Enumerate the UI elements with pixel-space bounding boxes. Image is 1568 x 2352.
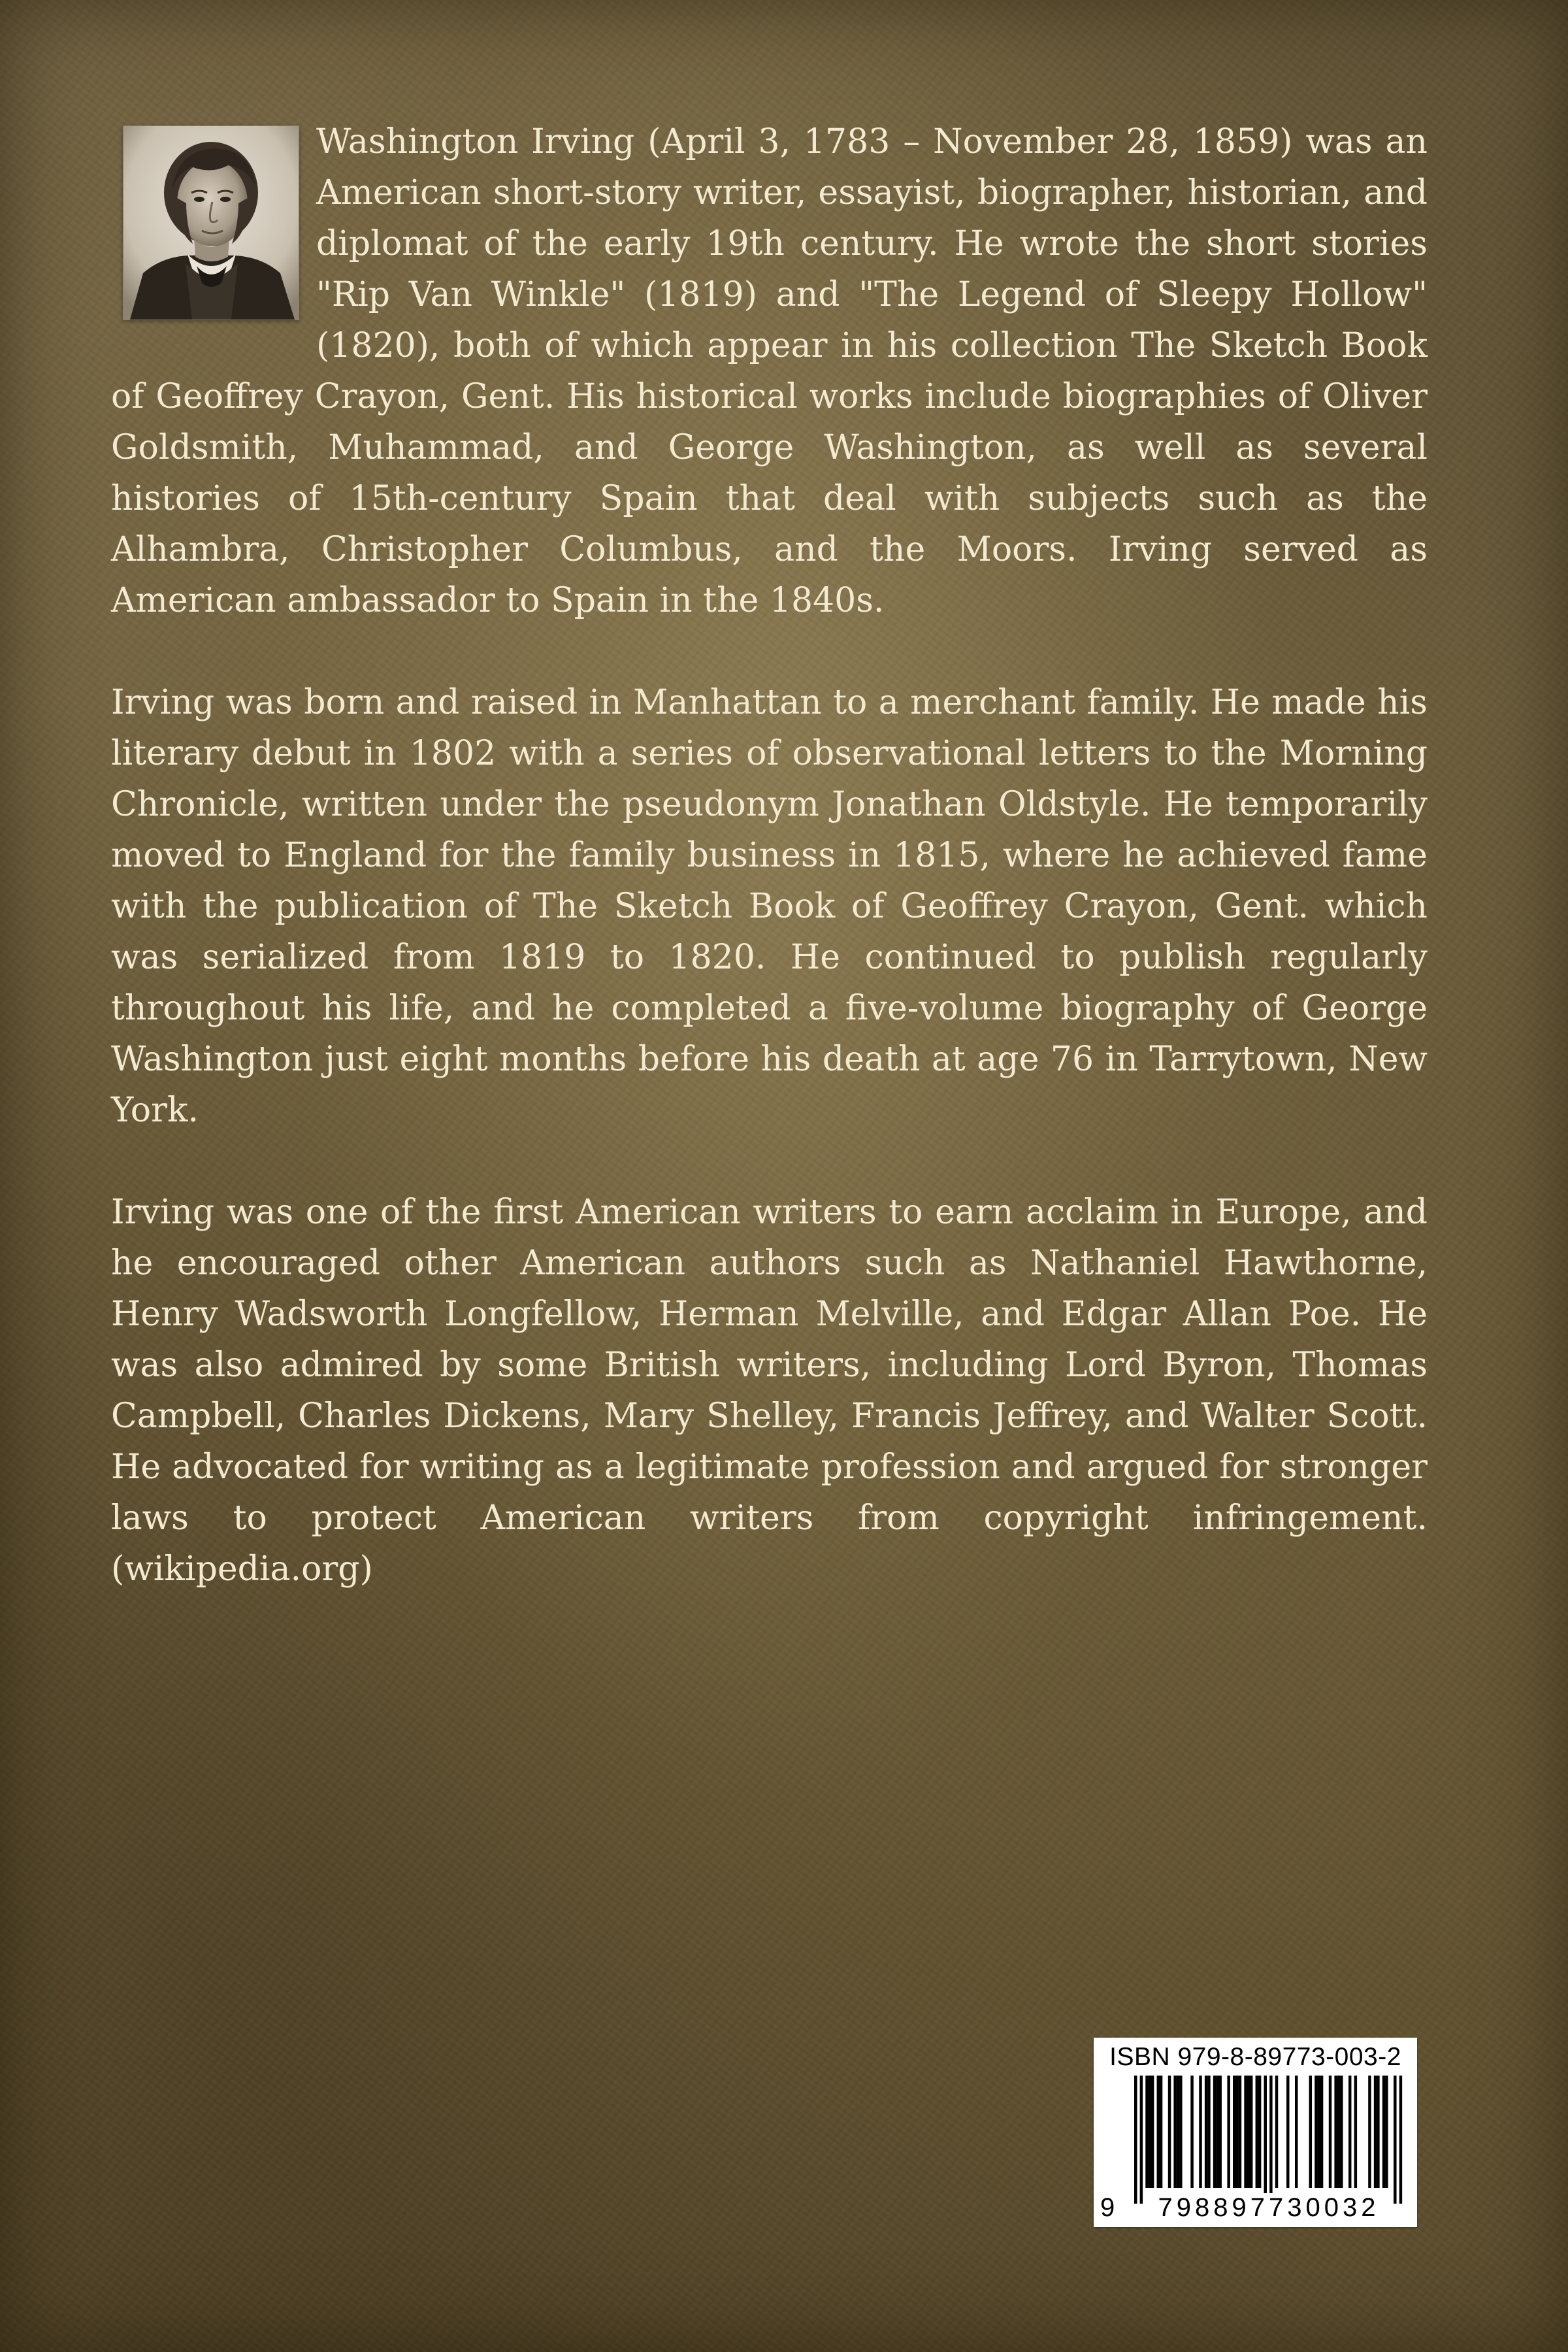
barcode-bar xyxy=(1309,2076,1312,2188)
barcode-digits: 798897730032 xyxy=(1158,2193,1380,2222)
barcode-bar xyxy=(1235,2076,1238,2188)
barcode-bar xyxy=(1320,2076,1323,2188)
barcode-bar xyxy=(1258,2076,1261,2188)
barcode-bar xyxy=(1329,2076,1331,2188)
barcode-bar xyxy=(1244,2076,1247,2188)
barcode-bar xyxy=(1275,2076,1278,2188)
barcode-bar xyxy=(1205,2076,1207,2188)
barcode-bar xyxy=(1269,2076,1272,2204)
barcode-bar xyxy=(1140,2076,1143,2204)
barcode-bar xyxy=(1295,2076,1298,2188)
barcode-bar xyxy=(1151,2076,1154,2188)
barcode-bar xyxy=(1160,2076,1162,2188)
barcode-bar xyxy=(1190,2076,1193,2188)
barcode-bar xyxy=(1218,2076,1221,2188)
bio-paragraph-2: Irving was born and raised in Manhattan to a merchant family. He made his literary debut in 1802 with a series of observational letters to the Morning Chronicle, written under the pseudonym Jonathan Oldstyle. He temporarily moved to England for the family business in 1815, where he achieved fame with the publication of The Sketch Book of Geoffrey Crayon, Gent. which was serialized from 1819 to 1820. He continued to publish regularly throughout his life, and he completed a five-volume biography of George Washington just eight months before his death at age 76 in Tarrytown, New York. xyxy=(111,683,1428,1130)
isbn-barcode xyxy=(1094,2038,1417,2227)
barcode-bar xyxy=(1145,2076,1148,2188)
barcode-bar xyxy=(1247,2076,1250,2188)
barcode-number xyxy=(1094,2191,1417,2224)
author-portrait-icon xyxy=(123,126,299,320)
barcode-bar xyxy=(1348,2076,1351,2188)
barcode-bar xyxy=(1199,2076,1201,2188)
barcode-bar xyxy=(1157,2076,1160,2188)
barcode-bar xyxy=(1250,2076,1252,2188)
barcode-bar xyxy=(1318,2076,1320,2188)
barcode-bar xyxy=(1173,2076,1176,2188)
barcode-bar xyxy=(1394,2076,1396,2204)
barcode-bar xyxy=(1382,2076,1385,2188)
barcode-bar xyxy=(1207,2076,1210,2188)
barcode-bar xyxy=(1177,2076,1179,2188)
barcode-bar xyxy=(1227,2076,1230,2188)
barcode-bar xyxy=(1385,2076,1388,2188)
barcode-first-digit: 9 xyxy=(1100,2193,1115,2222)
isbn-label: ISBN 979-8-89773-003-2 xyxy=(1109,2043,1401,2071)
barcode-bar xyxy=(1374,2076,1377,2188)
barcode-bar xyxy=(1334,2076,1337,2188)
barcode-bar xyxy=(1213,2076,1216,2188)
barcode-bar xyxy=(1233,2076,1235,2188)
barcode-bar xyxy=(1340,2076,1343,2188)
barcode-bar xyxy=(1256,2076,1258,2188)
barcode-bar xyxy=(1134,2076,1137,2204)
barcode-bar xyxy=(1337,2076,1340,2188)
author-portrait xyxy=(123,125,299,320)
back-cover-text xyxy=(111,116,1428,1646)
barcode-bar xyxy=(1264,2076,1267,2204)
bio-paragraph-1: Washington Irving (April 3, 1783 – November 28, 1859) was an American short-story writer, essayist, biographer, historian, and diplomat of the early 19th century. He wrote the short stories "Rip Van Winkle" (1819) and "The Legend of Sleepy Hollow" (1820), both of which appear in his collection The Sketch Book of Geoffrey Crayon, Gent. His historical works include biographies of Oliver Goldsmith, Muhammad, and George Washington, as well as several histories of 15th-century Spain that deal with subjects such as the Alhambra, Christopher Columbus, and the Moors. Irving served as American ambassador to Spain in the 1840s. xyxy=(111,122,1428,620)
barcode-bar xyxy=(1377,2076,1379,2188)
barcode-bar xyxy=(1239,2076,1241,2188)
barcode-bar xyxy=(1315,2076,1317,2188)
barcode-bar xyxy=(1216,2076,1218,2188)
barcode-bar xyxy=(1168,2076,1171,2188)
barcode-bar xyxy=(1286,2076,1289,2188)
barcode-bar xyxy=(1149,2076,1151,2188)
barcode-bar xyxy=(1179,2076,1182,2188)
barcode-bar xyxy=(1368,2076,1371,2188)
barcode-bar xyxy=(1399,2076,1402,2204)
barcode-bar xyxy=(1354,2076,1357,2188)
bio-paragraph-3: Irving was one of the first American writers to earn acclaim in Europe, and he encouraged other American authors such as Nathaniel Hawthorne, Henry Wadsworth Longfellow, Herman Melville, and Edgar Allan Poe. He was also admired by some British writers, including Lord Byron, Thomas Campbell, Charles Dickens, Mary Shelley, Francis Jeffrey, and Walter Scott. He advocated for writing as a legitimate profession and argued for stronger laws to protect American writers from copyright infringement. (wikipedia.org) xyxy=(111,1193,1428,1589)
